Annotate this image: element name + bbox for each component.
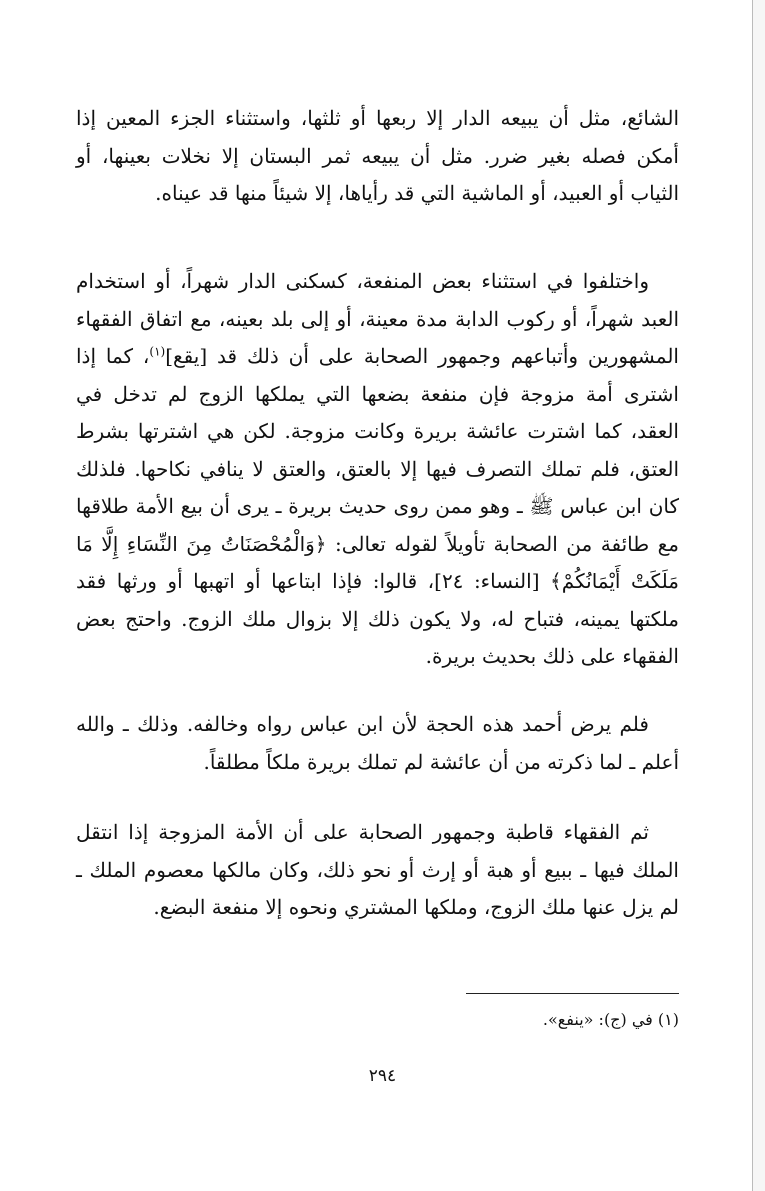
page-edge: [752, 0, 765, 1191]
footnote: (١) في (ج): «ينفع».: [542, 1010, 679, 1029]
paragraph-2-part-3: قالوا: فإذا ابتاعها أو اتهبها أو ورثها فقد ملكتها يمينه، فتباح له، ولا يكون ذلك إلا بزوال ملك الزوج. واحتج بعض الفقهاء على ذلك بحديث بريرة.: [76, 569, 679, 668]
paragraph-1: [76, 100, 679, 213]
paragraph-3: [76, 706, 679, 781]
paragraph-4: [76, 814, 679, 927]
paragraph-4-text: ثم الفقهاء قاطبة وجمهور الصحابة على أن الأمة المزوجة إذا انتقل الملك فيها ـ ببيع أو هبة أو إرث أو نحو ذلك، وكان مالكها معصوم الملك ـ لم يزل عنها ملك الزوج، وملكها المشتري ونحوه إلا منفعة البضع.: [76, 820, 679, 919]
paragraph-3-text: فلم يرض أحمد هذه الحجة لأن ابن عباس رواه وخالفه. وذلك ـ والله أعلم ـ لما ذكرته من أن عائشة لم تملك بريرة ملكاً مطلقاً.: [76, 712, 679, 774]
quran-verse: ﴿وَالْمُحْصَنَاتُ مِنَ النِّسَاءِ إِلَّا مَا مَلَكَتْ أَيْمَانُكُمْ﴾: [76, 531, 680, 593]
paragraph-2-part-2: ، كما إذا اشترى أمة مزوجة فإن منفعة بضعها التي يملكها الزوج لم تدخل في العقد، كما اشترت عائشة بريرة وكانت مزوجة. لكن هي اشترتها بشرط العتق، فلم تملك التصرف فيها إلا بالعتق، والعتق لا ينافي نكاحها. فلذلك كان ابن عباس ﷺ ـ وهو ممن روى حديث بريرة ـ يرى أن بيع الأمة طلاقها مع طائفة من الصحابة تأويلاً لقوله تعالى:: [76, 344, 680, 556]
footnote-reference: (١): [149, 344, 166, 359]
paragraph-2-part-1: واختلفوا في استثناء بعض المنفعة، كسكنى الدار شهراً، أو استخدام العبد شهراً، أو ركوب الدابة مدة معينة، أو إلى بلد بعينه، مع اتفاق الفقهاء المشهورين وأتباعهم وجمهور الصحابة على أن ذلك قد [يقع]: [76, 269, 680, 368]
footnote-divider: [466, 993, 679, 994]
paragraph-2: [76, 263, 679, 676]
quran-citation: [النساء: ٢٤]،: [427, 569, 551, 593]
page-number: ٢٩٤: [368, 1066, 397, 1086]
paragraph-1-text: الشائع، مثل أن يبيعه الدار إلا ربعها أو ثلثها، واستثناء الجزء المعين إذا أمكن فصله بغير ضرر. مثل أن يبيعه ثمر البستان إلا نخلات بعينها، أو الثياب أو العبيد، أو الماشية التي قد رأياها، إلا شيئاً منها قد عيناه.: [76, 106, 679, 205]
paragraph-2-text: [76, 263, 679, 676]
